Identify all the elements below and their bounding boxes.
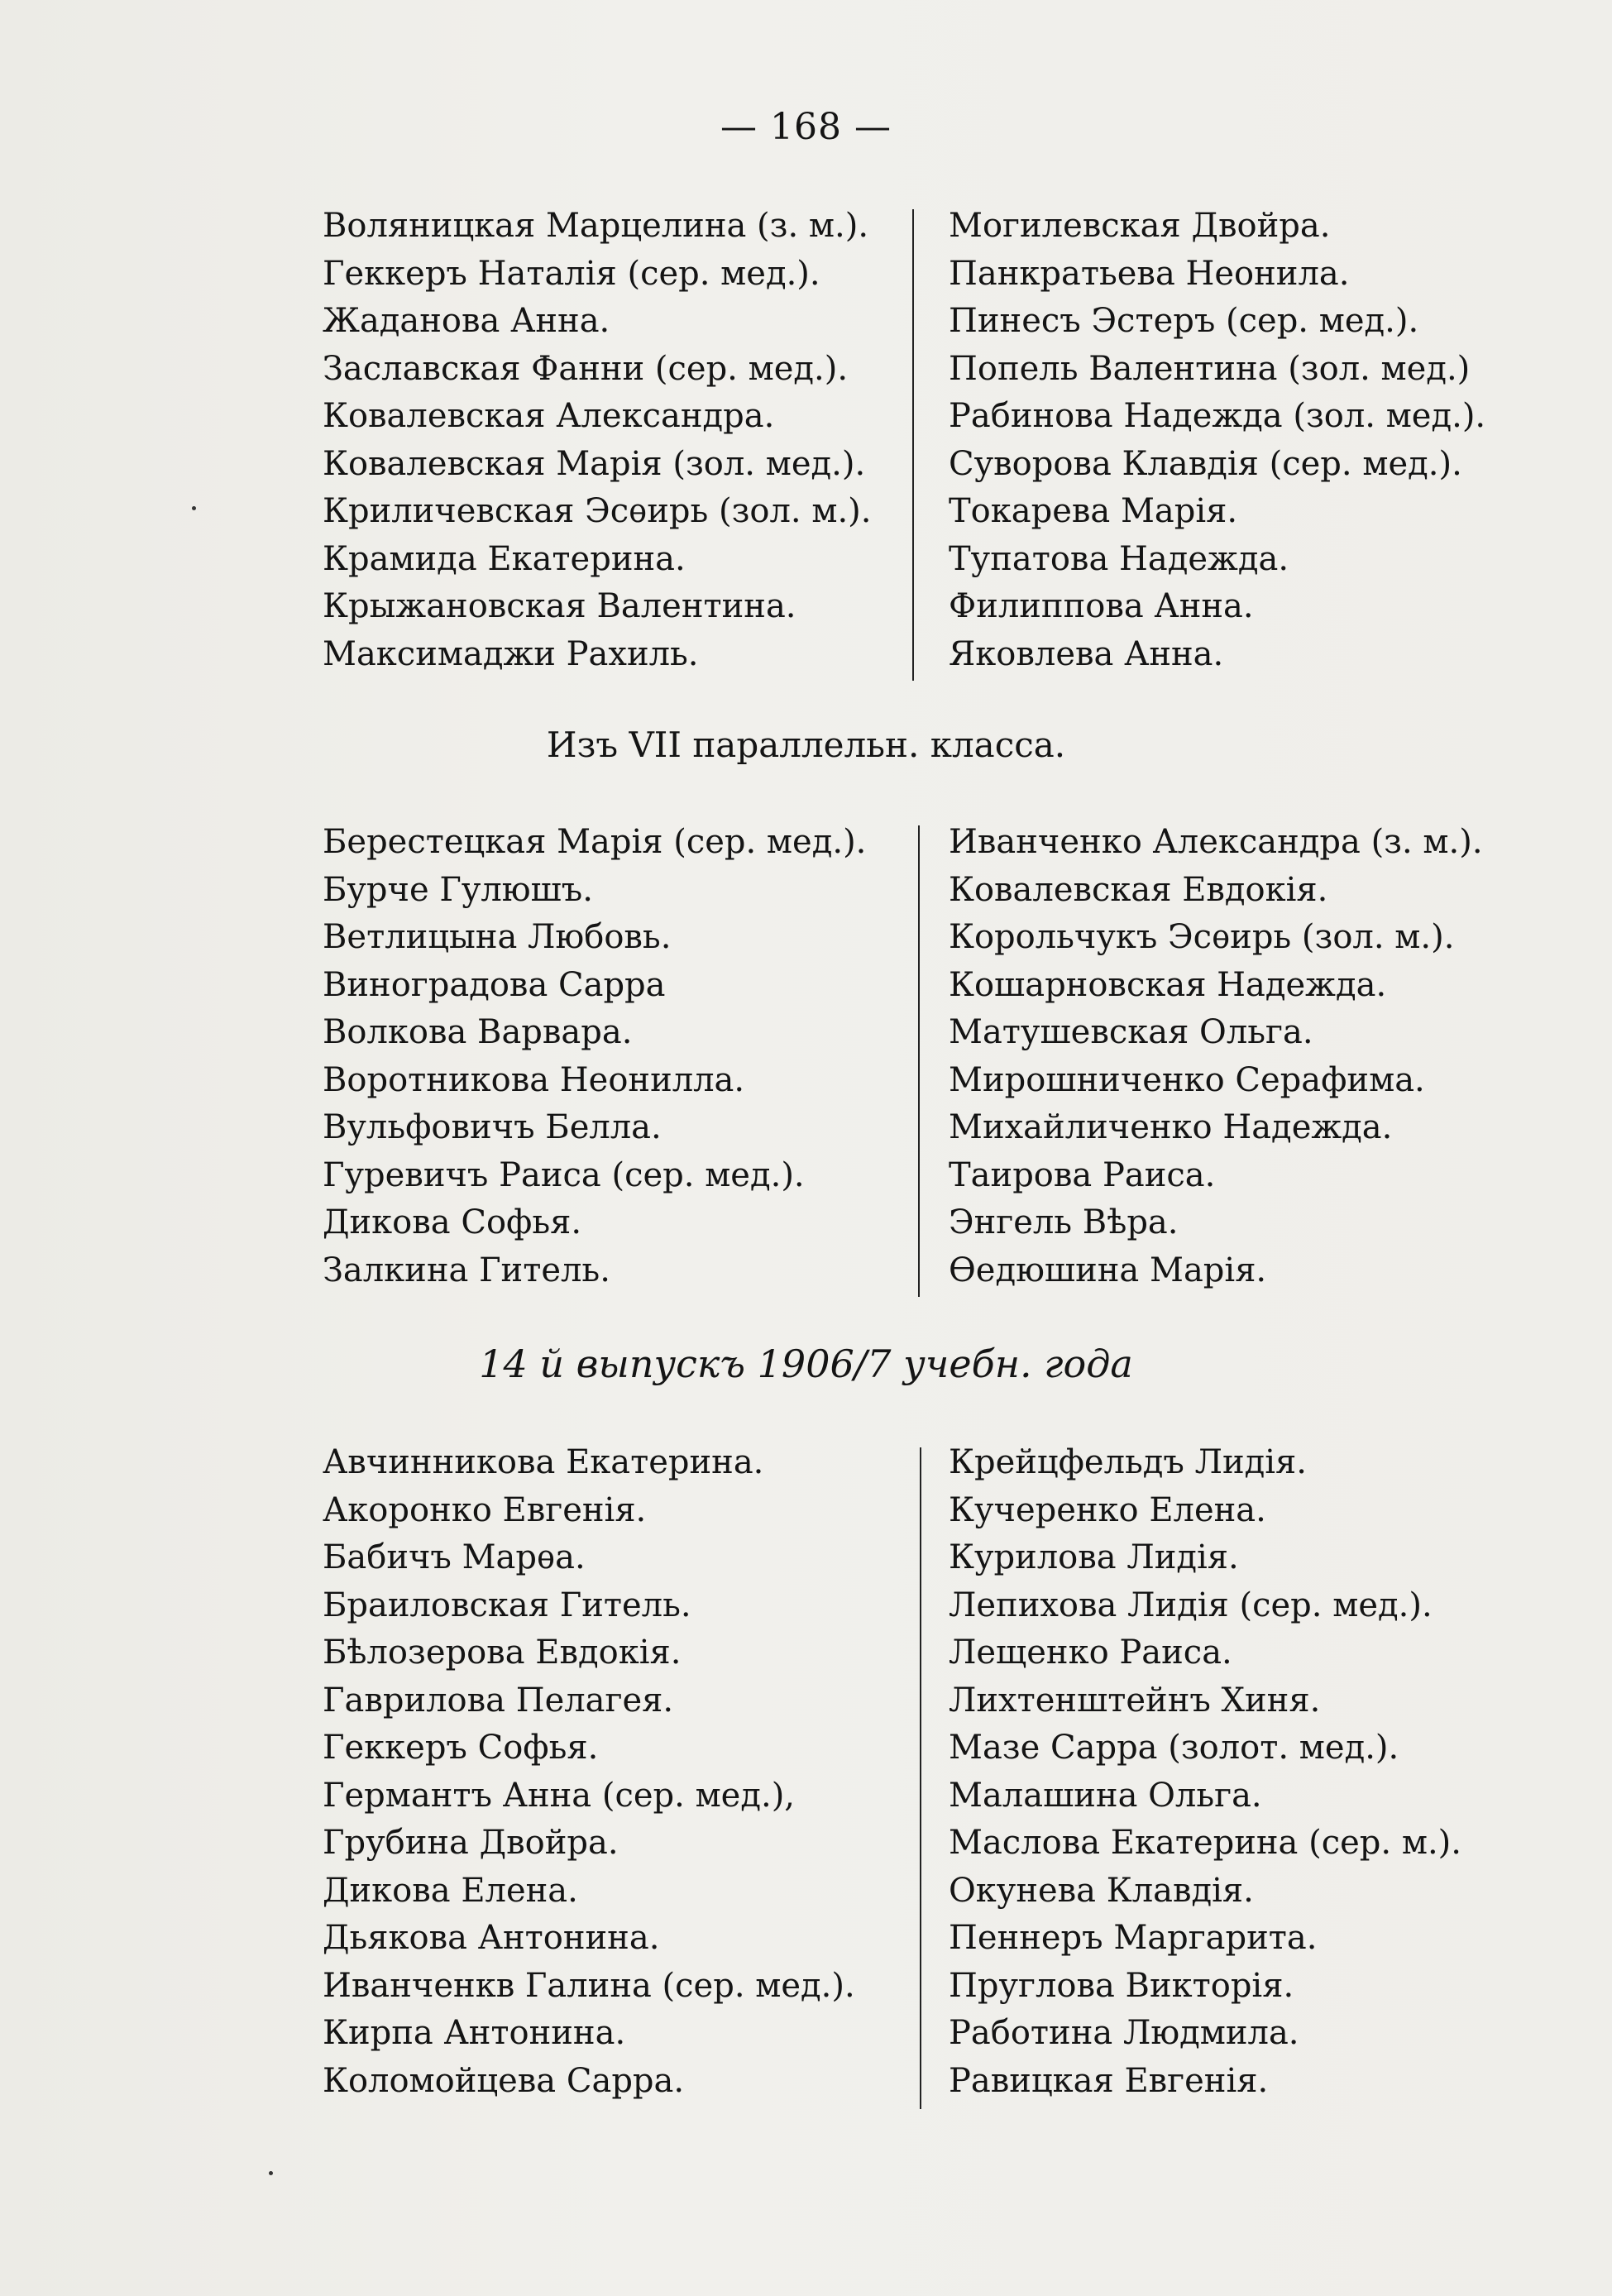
- ink-speck: [192, 506, 196, 510]
- list-item: Криличевская Эсѳирь (зол. м.).: [323, 492, 872, 530]
- column-divider-3: [920, 1447, 921, 2109]
- list-item: Крыжановская Валентина.: [323, 587, 796, 625]
- list-item: Филиппова Анна.: [949, 587, 1254, 625]
- list-item: Малашина Ольга.: [949, 1776, 1262, 1815]
- list-item: Кучеренко Елена.: [949, 1490, 1266, 1529]
- list-item: Воротникова Неонилла.: [323, 1060, 745, 1099]
- section-heading-14: 14 й выпускъ 1906/7 учебн. года: [479, 1342, 1133, 1386]
- list-item: Кошарновская Надежда.: [949, 965, 1387, 1004]
- list-item: Бурче Гулюшъ.: [323, 870, 593, 909]
- list-item: Мазе Сарра (золот. мед.).: [949, 1729, 1399, 1767]
- list-item: Энгель Вѣра.: [949, 1203, 1179, 1241]
- list-block-3: [0, 1439, 1612, 2117]
- list-item: Грубина Двойра.: [323, 1824, 619, 1862]
- page-number: — 168 —: [720, 106, 892, 148]
- list-item: Маслова Екатерина (сер. м.).: [949, 1824, 1461, 1862]
- list-item: Ковалевская Евдокія.: [949, 870, 1328, 909]
- list-item: Виноградова Сарра: [323, 965, 666, 1004]
- list-item: Рабинова Надежда (зол. мед.).: [949, 397, 1486, 435]
- list-item: Равицкая Евгенія.: [949, 2061, 1269, 2100]
- list-item: Акоронко Евгенія.: [323, 1490, 647, 1529]
- list-item: Суворова Клавдія (сер. мед.).: [949, 444, 1462, 483]
- list-item: Токарева Марія.: [949, 492, 1238, 530]
- list-item: Кирпа Антонина.: [323, 2014, 626, 2052]
- list-item: Коломойцева Сарра.: [323, 2061, 685, 2100]
- list-item: Воляницкая Марцелина (з. м.).: [323, 207, 869, 245]
- list-block-2: [0, 819, 1612, 1299]
- list-item: Лихтенштейнъ Хиня.: [949, 1681, 1321, 1720]
- list-item: Залкина Гитель.: [323, 1251, 610, 1289]
- list-item: Крейцфельдъ Лидія.: [949, 1443, 1307, 1481]
- column-divider-2: [918, 825, 920, 1297]
- list-item: Матушевская Ольга.: [949, 1013, 1313, 1051]
- list-item: Ѳедюшина Марія.: [949, 1251, 1267, 1289]
- list-item: Крамида Екатерина.: [323, 539, 686, 578]
- list-item: Ветлицына Любовь.: [323, 918, 672, 956]
- list-item: Геккеръ Софья.: [323, 1729, 599, 1767]
- list-item: Ковалевская Марія (зол. мед.).: [323, 444, 866, 483]
- list-item: Геккеръ Наталія (сер. мед.).: [323, 254, 820, 293]
- right-column-2: [949, 819, 1483, 1294]
- list-item: Дикова Елена.: [323, 1871, 578, 1910]
- list-item: Панкратьева Неонила.: [949, 254, 1350, 293]
- list-item: Курилова Лидія.: [949, 1538, 1239, 1576]
- left-column-2: [323, 819, 866, 1294]
- list-item: Дьякова Антонина.: [323, 1919, 660, 1957]
- list-item: Работина Людмила.: [949, 2014, 1299, 2052]
- list-item: Корольчукъ Эсѳирь (зол. м.).: [949, 918, 1455, 956]
- list-block-1: [0, 203, 1612, 682]
- list-item: Германтъ Анна (сер. мед.),: [323, 1776, 796, 1815]
- list-item: Дикова Софья.: [323, 1203, 582, 1241]
- list-item: Окунева Клавдія.: [949, 1871, 1254, 1910]
- list-item: Бабичъ Марѳа.: [323, 1538, 586, 1576]
- list-item: Иванченкв Галина (сер. мед.).: [323, 1966, 855, 2005]
- list-item: Попель Валентина (зол. мед.): [949, 349, 1471, 388]
- list-item: Бѣлозерова Евдокія.: [323, 1634, 682, 1672]
- list-item: Пруглова Викторія.: [949, 1966, 1294, 2005]
- list-item: Лещенко Раиса.: [949, 1634, 1232, 1672]
- list-item: Гуревичъ Раиса (сер. мед.).: [323, 1155, 805, 1194]
- ink-speck: [269, 2171, 273, 2175]
- list-item: Волкова Варвара.: [323, 1013, 633, 1051]
- left-column-1: [323, 203, 871, 678]
- list-item: Максимаджи Рахиль.: [323, 634, 699, 673]
- list-item: Пинесъ Эстеръ (сер. мед.).: [949, 302, 1419, 340]
- list-item: Жаданова Анна.: [323, 302, 610, 340]
- list-item: Берестецкая Марія (сер. мед.).: [323, 823, 867, 861]
- list-item: Гаврилова Пелагея.: [323, 1681, 674, 1720]
- list-item: Авчинникова Екатерина.: [323, 1443, 764, 1481]
- list-item: Заславская Фанни (сер. мед.).: [323, 349, 849, 388]
- list-item: Таирова Раиса.: [949, 1155, 1216, 1194]
- column-divider-1: [912, 209, 914, 681]
- list-item: Мирошниченко Серафима.: [949, 1060, 1425, 1099]
- list-item: Вульфовичъ Белла.: [323, 1108, 662, 1146]
- list-item: Ковалевская Александра.: [323, 397, 775, 435]
- list-item: Браиловская Гитель.: [323, 1586, 691, 1624]
- left-column-3: [323, 1439, 855, 2105]
- list-item: Яковлева Анна.: [949, 634, 1224, 673]
- right-column-1: [949, 203, 1485, 678]
- list-item: Михайличенко Надежда.: [949, 1108, 1393, 1146]
- list-item: Тупатова Надежда.: [949, 539, 1289, 578]
- list-item: Пеннеръ Маргарита.: [949, 1919, 1318, 1957]
- list-item: Лепихова Лидія (сер. мед.).: [949, 1586, 1433, 1624]
- section-heading-vii: Изъ VII параллельн. класса.: [546, 725, 1066, 765]
- list-item: Могилевская Двойра.: [949, 207, 1331, 245]
- right-column-3: [949, 1439, 1461, 2105]
- list-item: Иванченко Александра (з. м.).: [949, 823, 1483, 861]
